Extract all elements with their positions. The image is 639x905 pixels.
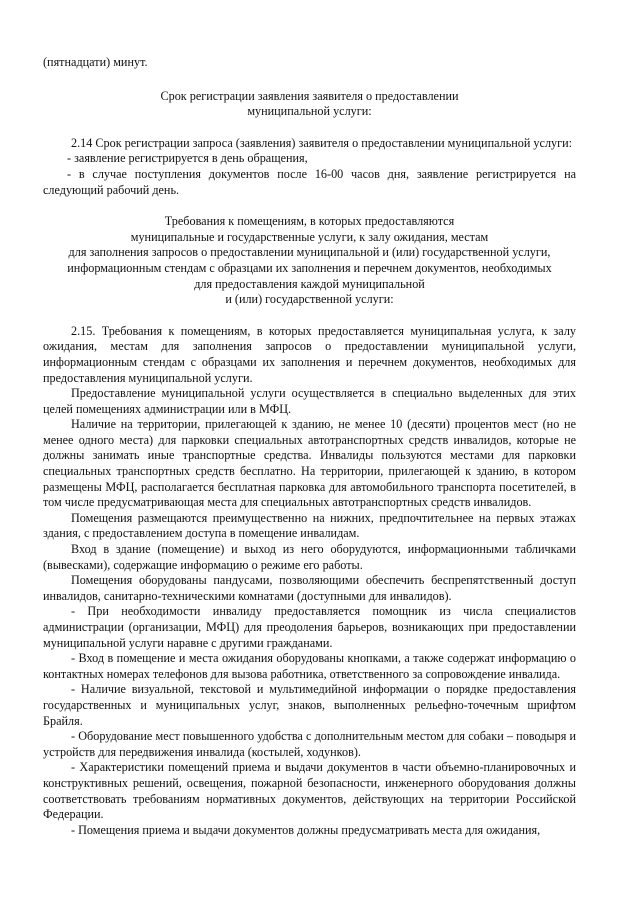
premises-heading-line-6: и (или) государственной услуги: bbox=[225, 292, 394, 307]
premises-heading-line-1: Требования к помещениям, в которых предоставляются bbox=[164, 214, 455, 229]
registration-bullet-1: - заявление регистрируется в день обращения, bbox=[67, 151, 308, 166]
premises-heading-line-5: для предоставления каждой муниципальной bbox=[194, 276, 425, 291]
premises-heading-line-3: для заполнения запросов о предоставлении муниципальной и (или) государственной услуги, bbox=[68, 245, 551, 260]
spacer bbox=[43, 120, 576, 136]
paragraph-waiting-places: - Помещения приема и выдачи документов должны предусматривать места для ожидания, bbox=[71, 822, 541, 837]
spacer bbox=[43, 198, 576, 214]
paragraph-parking: Наличие на территории, прилегающей к зданию, не менее 10 (десяти) процентов мест (но не менее одного места) для парковки специальных автотранспортных средств инвалидов, которые не должны занимать иные транспортные средства. Инвалиды пользуются местами для парковки специальных транспортных средств бесплатно. На территории, прилегающей к зданию, в котором размещены МФЦ, располагается бесплатная парковка для автомобильного транспорта посетителей, в том числе предусматривающая места для специальных автотранспортных средств инвалидов. bbox=[43, 417, 576, 510]
spacer bbox=[43, 308, 576, 324]
paragraph-entrance-signs: Вход в здание (помещение) и выход из него оборудуются, информационными табличками (вывесками), содержащие информацию о режиме его работы. bbox=[43, 542, 576, 572]
document-body bbox=[43, 55, 576, 838]
paragraph-2-15: 2.15. Требования к помещениям, в которых предоставляется муниципальная услуга, к залу ожидания, местам для заполнения запросов о предоставлении муниципальной услуги, информационным стендам с образцами их заполнения и перечнем документов, необходимых для предоставления муниципальной услуги. bbox=[43, 323, 576, 385]
spacer bbox=[43, 71, 576, 89]
paragraph-floors: Помещения размещаются преимущественно на нижних, предпочтительнее на первых этажах здания, с предоставлением доступа в помещение инвалидам. bbox=[43, 510, 576, 541]
intro-line: (пятнадцати) минут. bbox=[43, 55, 148, 69]
registration-bullet-2: - в случае поступления документов после 16-00 часов дня, заявление регистрируется на следующий рабочий день. bbox=[43, 166, 576, 197]
paragraph-guide-dog-places: - Оборудование мест повышенного удобства с дополнительным местом для собаки – поводыря и устройств для передвижения инвалида (костылей, ходунков). bbox=[43, 729, 576, 759]
paragraph-2-14: 2.14 Срок регистрации запроса (заявления) заявителя о предоставлении муниципальной услуги: bbox=[71, 135, 573, 150]
paragraph-premises-characteristics: - Характеристики помещений приема и выдачи документов в части объемно-планировочных и конструктивных решений, освещения, пожарной безопасности, инженерного оборудования должны соответствовать требованиям нормативных документов, действующих на территории Российской Федерации. bbox=[43, 760, 576, 822]
paragraph-call-buttons: - Вход в помещение и места ожидания оборудованы кнопками, а также содержат информацию о контактных номерах телефонов для вызова работника, ответственного за сопровождение инвалида. bbox=[43, 651, 576, 681]
paragraph-premises-location: Предоставление муниципальной услуги осуществляется в специально выделенных для этих целей помещениях администрации или в МФЦ. bbox=[43, 386, 576, 416]
registration-heading-line-2: муниципальной услуги: bbox=[247, 104, 372, 119]
paragraph-assistant: - При необходимости инвалиду предоставляется помощник из числа специалистов администрации (организации, МФЦ) для преодоления барьеров, возникающих при предоставлении муниципальной услуги наравне с другими гражданами. bbox=[43, 604, 576, 650]
paragraph-braille-info: - Наличие визуальной, текстовой и мультимедийной информации о порядке предоставления государственных и муниципальных услуг, знаков, выполненных рельефно-точечным шрифтом Брайля. bbox=[43, 682, 576, 728]
premises-heading-line-2: муниципальные и государственные услуги, к залу ожидания, местам bbox=[130, 229, 489, 244]
registration-heading-line-1: Срок регистрации заявления заявителя о предоставлении bbox=[160, 88, 459, 103]
premises-heading-line-4: информационным стендам с образцами их заполнения и перечнем документов, необходимых bbox=[67, 260, 552, 275]
paragraph-ramps: Помещения оборудованы пандусами, позволяющими обеспечить беспрепятственный доступ инвалидов, санитарно-техническими комнатами (доступными для инвалидов). bbox=[43, 573, 576, 603]
